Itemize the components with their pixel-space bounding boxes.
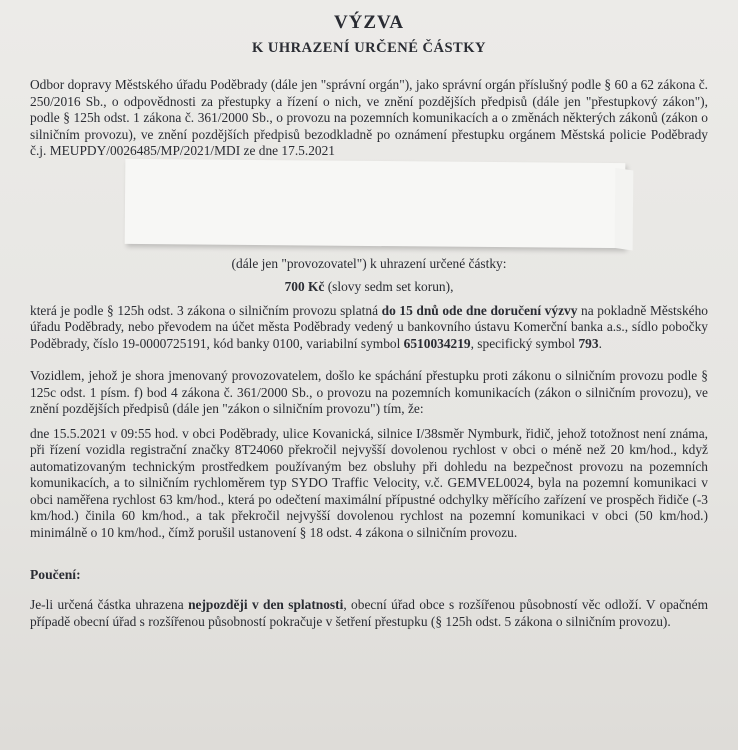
specific-symbol: 793 — [578, 335, 599, 351]
payment-text-1: která je podle § 125h odst. 3 zákona o silničním provozu splatná — [30, 302, 382, 318]
payment-paragraph — [30, 303, 708, 353]
payment-text-2: na pokladně Městského úřadu Poděbrady, nebo převodem na účet města Poděbrady vedený u bankovního ústavu Komerční banka a.s., sídlo pobočky Poděbrady, číslo 19-0000725191, kód banky 0100, variabilní symbol — [30, 302, 709, 351]
poucheni-paragraph — [30, 597, 708, 630]
poucheni-text-1: Je-li určená částka uhrazena — [30, 597, 189, 612]
provozovatel-line: (dále jen "provozovatel") k uhrazení určené částky: — [231, 255, 507, 271]
payment-text-3: , specifický symbol — [470, 335, 579, 351]
amount-value: 700 Kč — [284, 279, 325, 294]
document-subtitle: K UHRAZENÍ URČENÉ ČÁSTKY — [252, 40, 486, 56]
poucheni-text-2: , obecní úřad obce s rozšířenou působností věc odloží. V opačném případě obecní úřad s rozšířenou působností pokračuje v šetření přestupku (§ 125h odst. 5 zákona o silničním provozu). — [30, 597, 708, 629]
poucheni-deadline: nejpozději v den splatnosti — [188, 597, 344, 612]
poucheni-heading: Poučení: — [30, 567, 81, 582]
payment-text-4: . — [598, 335, 602, 351]
amount-words: (slovy sedm set korun), — [324, 279, 454, 294]
redaction-patch — [125, 158, 626, 247]
payment-deadline: do 15 dnů ode dne doručení výzvy — [381, 302, 578, 318]
vehicle-paragraph: Vozidlem, jehož je shora jmenovaný provozovatelem, došlo ke spáchání přestupku proti zákonu o silničním provozu podle § 125c odst. 1 písm. f) bod 4 zákona č. 361/2000 Sb., o provozu na pozemních komunikacích (zákon o silničním provozu), ve znění pozdějších předpisů (dále jen "zákon o silničním provozu") tím, že: — [30, 368, 708, 416]
offense-paragraph: dne 15.5.2021 v 09:55 hod. v obci Poděbrady, ulice Kovanická, silnice I/38směr Nymburk, řidič, jehož totožnost není známa, při řízení vozidla registrační značky 8T24060 překročil nejvyšší dovolenou rychlost v obci o méně než 20 km/hod., když automatizovaným technickým prostředkem používaným bez obsluhy při dohledu na bezpečnost provozu na pozemních komunikacích, a to silničním rychloměrem typ SYDO Traffic Velocity, v.č. GEMVEL0024, byla na pozemní komunikaci v obci naměřena rychlost 63 km/hod., která po odečtení maximální přípustné odchylky měřícího zařízení ve prospěch řidiče (-3 km/hod.) činila 60 km/hod., a tak překročil nejvyšší dovolenou rychlost na pozemní komunikaci v obci (50 km/hod.) minimálně o 10 km/hod., čímž porušil ustanovení § 18 odst. 4 zákona o silničním provozu. — [30, 425, 708, 540]
variable-symbol: 6510034219 — [403, 335, 471, 351]
document-title: VÝZVA — [333, 12, 405, 33]
amount-line — [30, 279, 708, 296]
intro-paragraph: Odbor dopravy Městského úřadu Poděbrady (dále jen "správní orgán"), jako správní orgán příslušný podle § 60 a 62 zákona č. 250/2016 Sb., o odpovědnosti za přestupky a řízení o nich, ve znění pozdějších předpisů (dále jen "přestupkový zákon"), podle § 125h odst. 1 zákona č. 361/2000 Sb., o provozu na pozemních komunikacích a o změnách některých zákonů (zákon o silničním provozu), ve znění pozdějších předpisů bezodkladně po oznámení přestupku orgánem Městská policie Poděbrady č.j. MEUPDY/0026485/MP/2021/MDI ze dne 17.5.2021 — [30, 77, 708, 158]
